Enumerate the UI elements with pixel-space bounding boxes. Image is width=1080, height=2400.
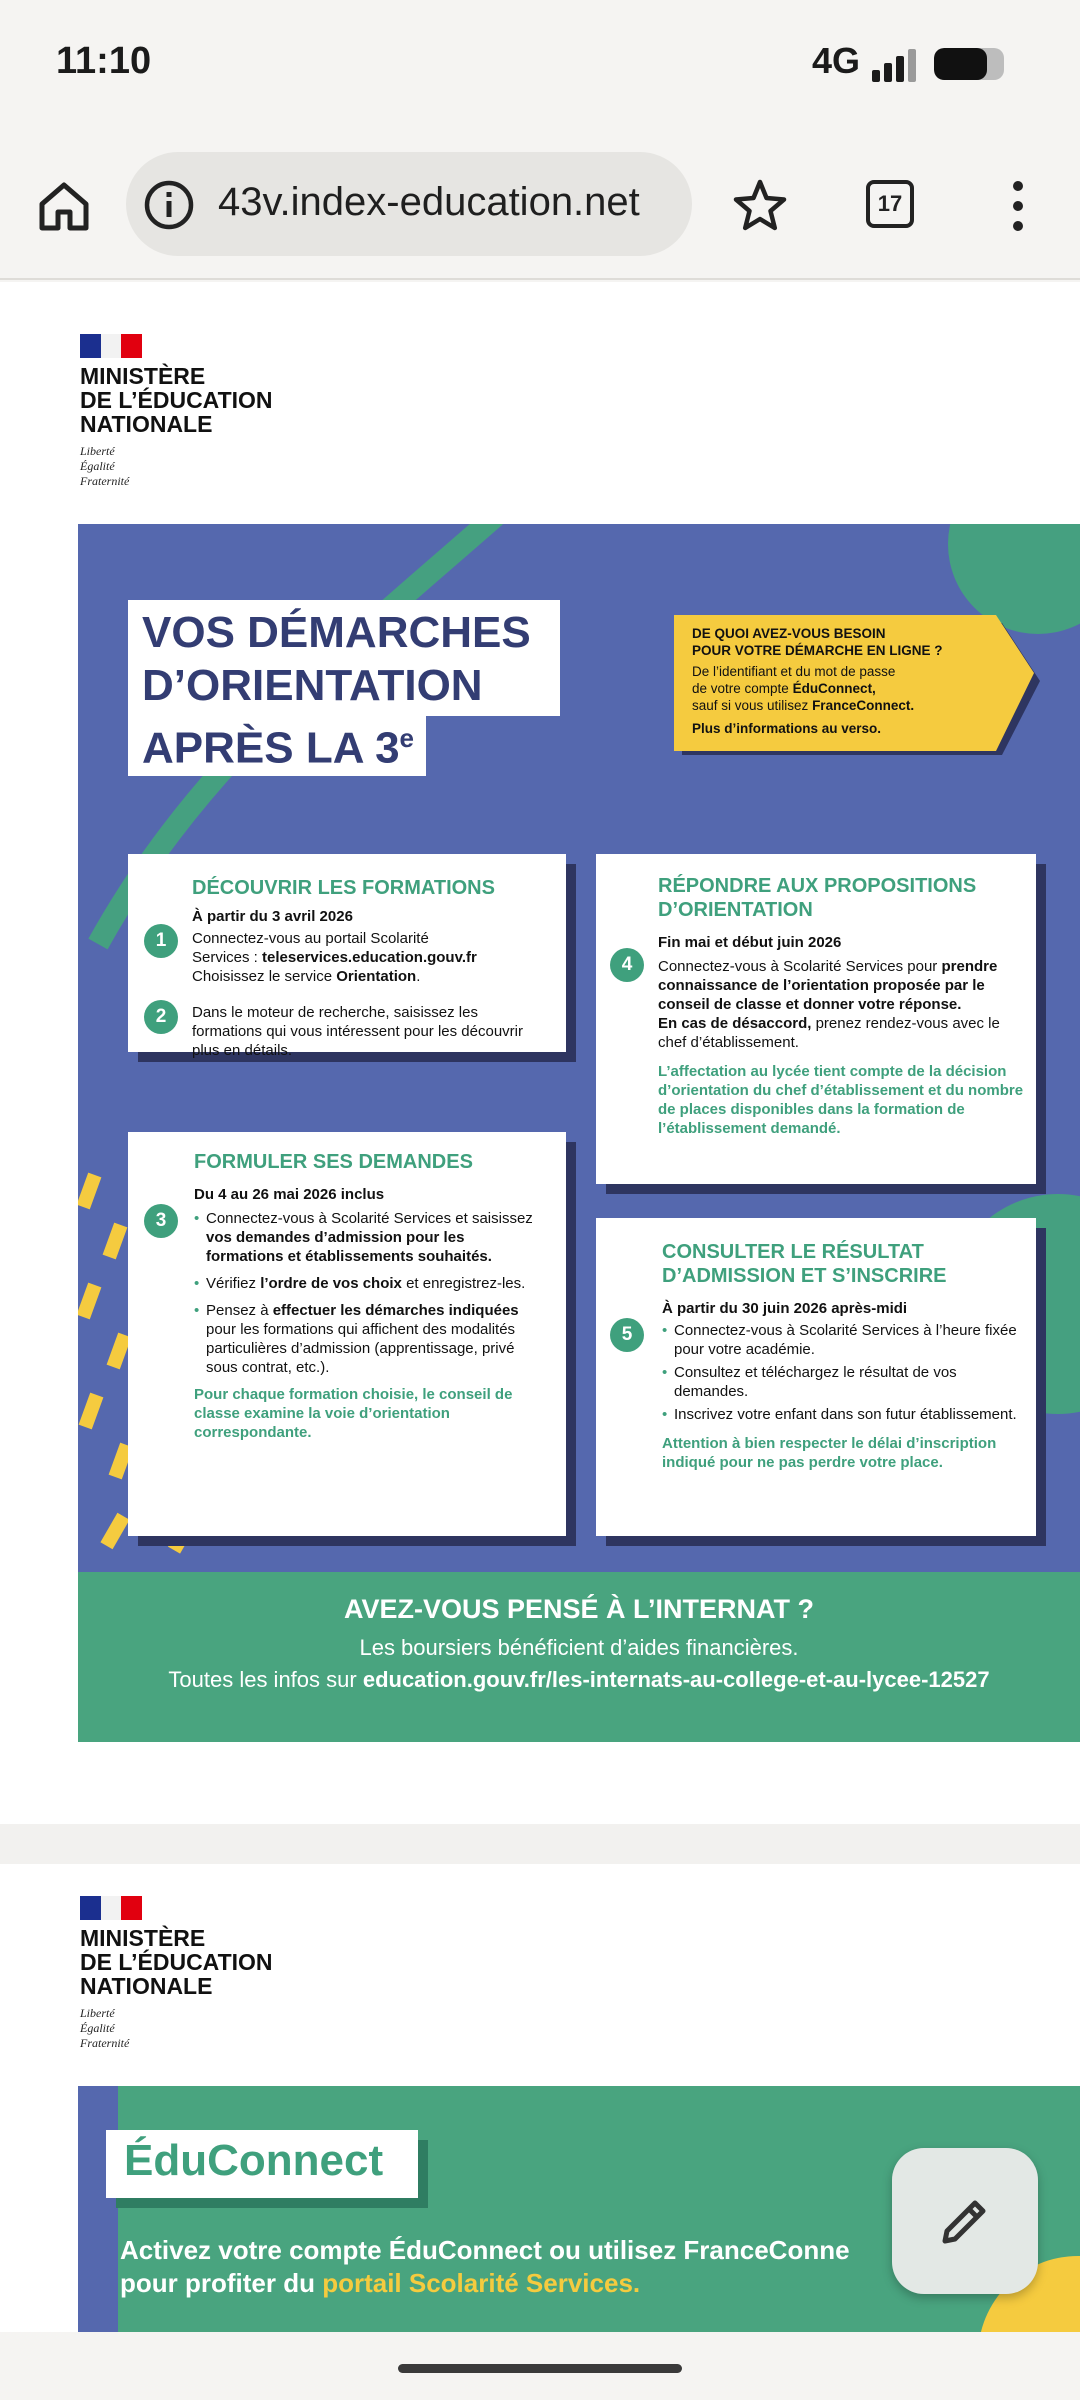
callout-bold: FranceConnect. — [812, 698, 915, 713]
motto-line: Égalité — [80, 2021, 115, 2035]
browser-toolbar — [0, 130, 1080, 280]
more-vert-icon[interactable] — [1006, 178, 1030, 234]
marianne-flag — [80, 1896, 142, 1920]
internat-text: Les boursiers bénéficient d’aides financières. — [359, 1635, 799, 1660]
pencil-icon — [935, 2191, 995, 2251]
network-type: 4G — [812, 40, 861, 81]
callout-heading: POUR VOTRE DÉMARCHE EN LIGNE ? — [692, 643, 943, 658]
callout-line: de votre compte — [692, 681, 793, 696]
logo-line: DE L’ÉDUCATION — [80, 387, 273, 413]
step-number-3: 3 — [144, 1204, 178, 1238]
logo-line: MINISTÈRE — [80, 1925, 206, 1951]
address-bar[interactable] — [126, 152, 692, 256]
clock: 11:10 — [56, 40, 152, 82]
card-respond — [596, 854, 1036, 1184]
card-heading: CONSULTER LE RÉSULTAT D’ADMISSION ET S’INSCRIRE — [662, 1241, 947, 1287]
card-bullet: • Connectez-vous à Scolarité Services et saisissez vos demandes d’admission pour les formations et établissements souhaités. — [194, 1209, 546, 1266]
title-line: APRÈS LA 3 — [142, 723, 400, 773]
section-divider — [0, 1824, 1080, 1864]
card-note: Pour chaque formation choisie, le conseil de classe examine la voie d’orientation correspondante. — [194, 1386, 513, 1441]
card-text: Connectez-vous à Scolarité Services pour — [658, 958, 942, 975]
educonnect-text: Activez votre compte ÉduConnect ou utilisez FranceConne — [120, 2235, 850, 2265]
callout-line: De l’identifiant et du mot de passe — [692, 664, 896, 679]
motto-line: Fraternité — [80, 474, 130, 488]
logo-line: NATIONALE — [80, 411, 213, 437]
ministry-logo — [80, 1896, 273, 2051]
educonnect-title: ÉduConnect — [124, 2136, 384, 2185]
card-text: Dans le moteur de recherche, saisissez les formations qui vous intéressent pour les découvrir plus en détails. — [192, 1004, 523, 1059]
step-number-1: 1 — [144, 924, 178, 958]
step-number-2: 2 — [144, 1000, 178, 1034]
logo-line: MINISTÈRE — [80, 363, 206, 389]
callout-bold: ÉduConnect, — [792, 681, 876, 696]
card-text: Services : — [192, 949, 263, 966]
logo-line: NATIONALE — [80, 1973, 213, 1999]
card-date: Fin mai et début juin 2026 — [658, 934, 842, 951]
tab-switcher-icon[interactable]: 17 — [866, 180, 914, 228]
card-bullet: • Connectez-vous à Scolarité Services à l’heure fixée pour votre académie. — [662, 1321, 1022, 1359]
marianne-flag — [80, 334, 142, 358]
card-heading: RÉPONDRE AUX PROPOSITIONS D’ORIENTATION — [658, 875, 977, 921]
internat-heading: AVEZ-VOUS PENSÉ À L’INTERNAT ? — [343, 1594, 815, 1624]
callout-footer: Plus d’informations au verso. — [692, 721, 882, 736]
callout-arrow — [674, 615, 1040, 755]
title-line: VOS DÉMARCHES — [142, 608, 531, 657]
signal-icon — [872, 48, 920, 82]
callout-heading: DE QUOI AVEZ-VOUS BESOIN — [692, 626, 886, 641]
title-sup: e — [399, 723, 415, 753]
card-bullet: • Vérifiez l’ordre de vos choix et enregistrez-les. — [194, 1274, 546, 1293]
navigation-area — [0, 2332, 1080, 2400]
page-content — [0, 282, 1080, 2332]
card-link-text: teleservices.education.gouv.fr — [262, 949, 477, 966]
educonnect-text: pour profiter du — [120, 2268, 323, 2298]
card-date: À partir du 3 avril 2026 — [192, 908, 353, 925]
card-result — [596, 1218, 1036, 1536]
star-icon[interactable] — [728, 174, 792, 238]
card-bullet: • Inscrivez votre enfant dans son futur établissement. — [662, 1405, 1022, 1424]
ministry-logo — [80, 334, 273, 489]
title-line: D’ORIENTATION — [142, 661, 483, 710]
home-icon[interactable] — [34, 176, 94, 236]
motto-line: Liberté — [80, 2006, 115, 2020]
card-date: Du 4 au 26 mai 2026 inclus — [194, 1186, 385, 1203]
poster-title — [128, 600, 560, 778]
card-text: . — [416, 968, 421, 985]
motto-line: Liberté — [80, 444, 115, 458]
callout-line: sauf si vous utilisez — [692, 698, 813, 713]
card-bold: prendre connaissance de l’orientation proposée par le conseil de classe et donner votre réponse. — [658, 958, 998, 1013]
status-bar — [0, 0, 1080, 130]
card-date: À partir du 30 juin 2026 après-midi — [662, 1300, 908, 1317]
internat-text: Toutes les infos sur — [168, 1667, 363, 1692]
card-heading: DÉCOUVRIR LES FORMATIONS — [192, 877, 495, 899]
card-note: L’affectation au lycée tient compte de la décision d’orientation du chef d’établissement et du nombre de places disponibles dans la formation de l’établissement demandé. — [658, 1063, 1024, 1137]
orientation-poster[interactable] — [78, 524, 1080, 1742]
card-heading: FORMULER SES DEMANDES — [194, 1151, 473, 1173]
motto-line: Égalité — [80, 459, 115, 473]
motto-line: Fraternité — [80, 2036, 130, 2050]
card-text: Choisissez le service — [192, 968, 337, 985]
card-bullet: • Pensez à effectuer les démarches indiquées pour les formations qui affichent des modalités particulières d’admission (apprentissage, privé sous contrat, etc.). — [194, 1301, 546, 1377]
card-note: Attention à bien respecter le délai d’inscription indiqué pour ne pas perdre votre place. — [662, 1435, 997, 1471]
educonnect-link[interactable]: portail Scolarité Services. — [322, 2268, 641, 2298]
gesture-bar[interactable] — [398, 2364, 682, 2373]
card-bold: Orientation — [336, 968, 417, 985]
card-requests — [128, 1132, 566, 1536]
card-bold: En cas de désaccord, — [658, 1015, 812, 1032]
internat-banner — [78, 1572, 1080, 1742]
card-discover — [128, 854, 566, 1059]
step-number-5: 5 — [610, 1318, 644, 1352]
edit-fab[interactable] — [892, 2148, 1038, 2294]
card-text: Connectez-vous au portail Scolarité — [192, 930, 429, 947]
battery-icon — [934, 48, 1004, 80]
card-bullet: • Consultez et téléchargez le résultat de vos demandes. — [662, 1363, 1022, 1401]
url-text: 43v.index-education.net — [218, 180, 640, 224]
card-text: prenez rendez-vous avec le chef d’établissement. — [658, 1015, 1000, 1051]
logo-line: DE L’ÉDUCATION — [80, 1949, 273, 1975]
info-icon[interactable] — [142, 178, 196, 232]
internat-link[interactable]: education.gouv.fr/les-internats-au-college-et-au-lycee-12527 — [362, 1667, 990, 1692]
step-number-4: 4 — [610, 948, 644, 982]
